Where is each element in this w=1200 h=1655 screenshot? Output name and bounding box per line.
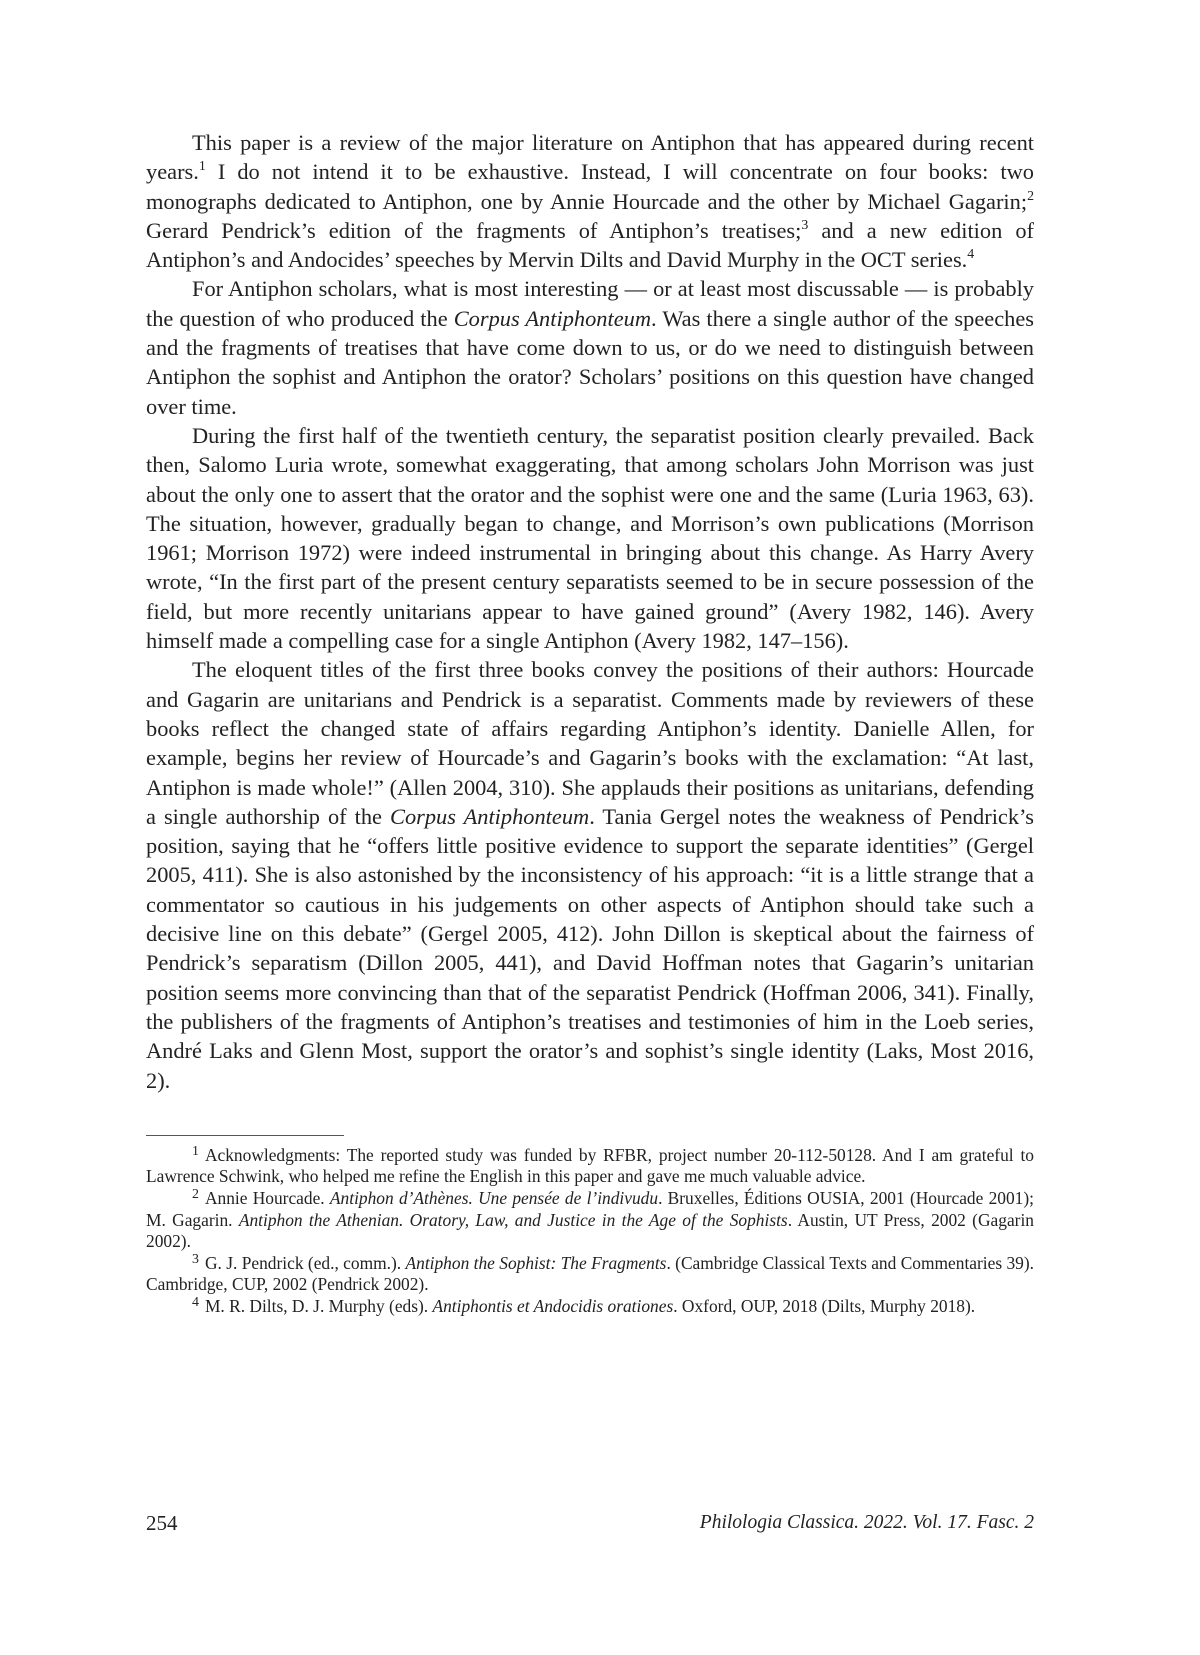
text-run: I do not intend it to be exhaustive. Instead, I will concentrate on four books: two monographs dedicated to Antiphon, one by Annie Hourcade and the other by Michael Gagarin; <box>146 159 1034 214</box>
text-run: . (Cambridge Classical Texts and Commentaries 39). Cambridge, CUP, 2002 (Pendrick 2002). <box>146 1252 1035 1295</box>
footnote <box>146 1296 1034 1318</box>
italic-text: Antiphon the Athenian. Oratory, Law, and Justice in the Age of the Sophists <box>238 1209 788 1230</box>
footnote-number: 4 <box>192 1294 199 1310</box>
paragraph <box>146 274 1034 420</box>
text-run: The eloquent titles of the first three books convey the positions of their authors: Hourcade and Gagarin are unitarians and Pendrick is a separatist. Comments made by reviewers of these books reflect the changed state of affairs regarding Antiphon’s identity. Danielle Allen, for example, begins her review of Hourcade’s and Gagarin’s books with the exclamation: “At last, Antiphon is made whole!” (Allen 2004, 310). She applauds their positions as unitarians, defending a single authorship of the <box>146 657 1034 829</box>
footnote-separator <box>146 1135 344 1136</box>
footnote-reference[interactable]: 1 <box>198 159 206 175</box>
text-run: Annie Hourcade. <box>204 1187 330 1208</box>
footnote <box>146 1145 1034 1188</box>
footnotes <box>146 1145 1034 1318</box>
paragraph <box>146 128 1034 274</box>
text-run: . Austin, UT Press, 2002 (Gagarin 2002). <box>146 1209 1034 1252</box>
italic-text: Antiphontis et Andocidis orationes <box>432 1295 674 1316</box>
italic-text: Antiphon the Sophist: The Fragments <box>405 1252 667 1273</box>
paragraph <box>146 421 1034 655</box>
italic-text: Corpus Antiphonteum <box>453 305 652 331</box>
text-run: M. R. Dilts, D. J. Murphy (eds). <box>204 1295 433 1316</box>
text-run: For Antiphon scholars, what is most interesting — or at least most discussable — is probably the question of who produced the <box>146 276 1034 331</box>
paragraph <box>146 655 1034 1094</box>
page-footer <box>146 1511 1034 1541</box>
italic-text: Antiphon d’Athènes. Une pensée de l’indivudu <box>329 1187 659 1208</box>
text-run: . Oxford, OUP, 2018 (Dilts, Murphy 2018). <box>673 1295 976 1316</box>
footnote-number: 2 <box>192 1186 199 1202</box>
italic-text: Corpus Antiphonteum <box>390 803 590 829</box>
text-run: This paper is a review of the major literature on Antiphon that has appeared during recent years. <box>146 130 1034 185</box>
footnote-number: 1 <box>192 1143 199 1159</box>
text-run: and a new edition of Antiphon’s and Andocides’ speeches by Mervin Dilts and David Murphy in the OCT series. <box>146 217 1034 273</box>
footnote <box>146 1188 1034 1253</box>
footnote-reference[interactable]: 2 <box>1027 188 1034 204</box>
text-run: . Bruxelles, Éditions OUSIA, 2001 (Hourcade 2001); M. Gagarin. <box>146 1187 1034 1230</box>
text-run: Gerard Pendrick’s edition of the fragments of Antiphon’s treatises; <box>146 217 802 243</box>
footnote-reference[interactable]: 4 <box>967 247 975 263</box>
text-run: . Was there a single author of the speeches and the fragments of treatises that have come down to us, or do we need to distinguish between Antiphon the sophist and Antiphon the orator? Scholars’ positions on this question have changed over time. <box>146 305 1034 419</box>
footnote-reference[interactable]: 3 <box>801 217 809 233</box>
text-run: . Tania Gergel notes the weakness of Pendrick’s position, saying that he “offers little positive evidence to support the separate identities” (Gergel 2005, 411). She is also astonished by the inconsistency of his approach: “it is a little strange that a commentator so cautious in his judgements on other aspects of Antiphon should take such a decisive line on this debate” (Gergel 2005, 412). John Dillon is skeptical about the fairness of Pendrick’s separatism (Dillon 2005, 441), and David Hoffman notes that Gagarin’s unitarian position seems more convincing than that of the separatist Pendrick (Hoffman 2006, 341). Finally, the publishers of the fragments of Antiphon’s treatises and testimonies of him in the Loeb series, André Laks and Glenn Most, support the orator’s and sophist’s single identity (Laks, Most 2016, 2). <box>146 803 1034 1093</box>
page-content <box>146 128 1034 1318</box>
text-run: Acknowledgments: The reported study was funded by RFBR, project number 20-112-50128. And I am grateful to Lawrence Schwink, who helped me refine the English in this paper and gave me much valuable advice. <box>146 1144 1034 1187</box>
page-number: 254 <box>146 1511 178 1535</box>
body-text <box>146 128 1034 1095</box>
running-title: Philologia Classica. 2022. Vol. 17. Fasc. 2 <box>699 1512 1034 1533</box>
text-run: During the first half of the twentieth century, the separatist position clearly prevailed. Back then, Salomo Luria wrote, somewhat exaggerating, that among scholars John Morrison was just about the only one to assert that the orator and the sophist were one and the same (Luria 1963, 63). The situation, however, gradually began to change, and Morrison’s own publications (Morrison 1961; Morrison 1972) were indeed instrumental in bringing about this change. As Harry Avery wrote, “In the first part of the present century separatists seemed to be in secure possession of the field, but more recently unitarians appear to have gained ground” (Avery 1982, 146). Avery himself made a compelling case for a single Antiphon (Avery 1982, 147–156). <box>146 422 1034 654</box>
footnote <box>146 1253 1034 1296</box>
footnote-number: 3 <box>192 1251 199 1267</box>
text-run: G. J. Pendrick (ed., comm.). <box>204 1252 406 1273</box>
